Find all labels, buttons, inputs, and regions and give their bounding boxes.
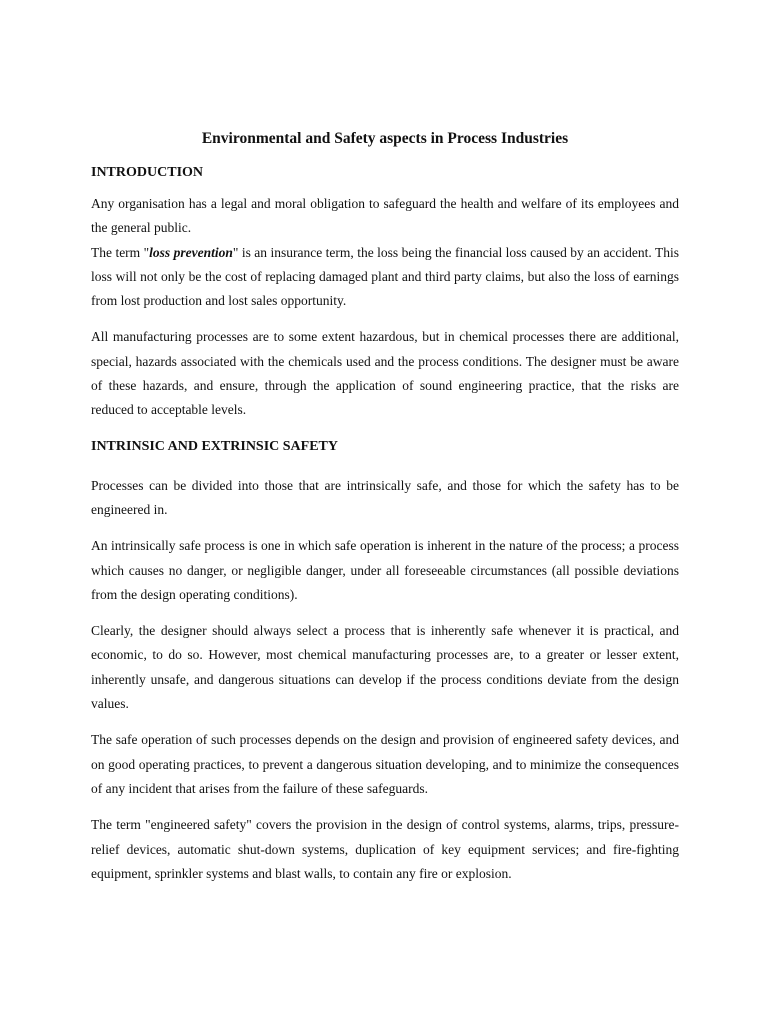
- intro-paragraph-2-start: The term ": [91, 244, 150, 260]
- safety-paragraph-4: The safe operation of such processes depends on the design and provision of engineered safety devices, and on good operating practices, to prevent a dangerous situation developing, and to minimize the consequences of any incident that arises from the failure of these safeguards.: [91, 732, 679, 796]
- safety-paragraph-2: An intrinsically safe process is one in which safe operation is inherent in the nature of the process; a process which causes no danger, or negligible danger, under all foreseeable circumstances (all possible deviations from the design operating conditions).: [91, 538, 679, 602]
- document-title: Environmental and Safety aspects in Process Industries: [201, 130, 569, 147]
- document-body: [91, 128, 679, 886]
- intro-paragraph-1: Any organisation has a legal and moral obligation to safeguard the health and welfare of its employees and the general public.: [91, 196, 679, 236]
- section-heading-introduction: INTRODUCTION: [91, 165, 204, 180]
- section-heading-intrinsic-extrinsic-safety: INTRINSIC AND EXTRINSIC SAFETY: [91, 438, 339, 454]
- intro-paragraph-2-rest: " is an insurance term, the loss being the financial loss caused by an accident. This loss will not only be the cost of replacing damaged plant and third party claims, but also the loss of earnings from lost production and lost sales opportunity.: [91, 244, 679, 309]
- safety-paragraph-5: The term "engineered safety" covers the provision in the design of control systems, alarms, trips, pressure-relief devices, automatic shut-down systems, duplication of key equipment services; and fire-fighting equipment, sprinkler systems and blast walls, to contain any fire or explosion.: [91, 817, 679, 881]
- safety-paragraph-1: Processes can be divided into those that are intrinsically safe, and those for which the safety has to be engineered in.: [91, 477, 679, 517]
- intro-paragraph-3: All manufacturing processes are to some extent hazardous, but in chemical processes there are additional, special, hazards associated with the chemicals used and the process conditions. The designer must be aware of these hazards, and ensure, through the application of sound engineering practice, that the risks are reduced to acceptable levels.: [91, 329, 679, 418]
- intro-paragraph-2: [91, 241, 679, 314]
- safety-paragraph-3: Clearly, the designer should always select a process that is inherently safe whenever it is practical, and economic, to do so. However, most chemical manufacturing processes are, to a greater or lesser extent, inherently unsafe, and dangerous situations can develop if the process conditions deviate from the design values.: [91, 623, 679, 712]
- loss-prevention-term: loss prevention: [149, 244, 233, 260]
